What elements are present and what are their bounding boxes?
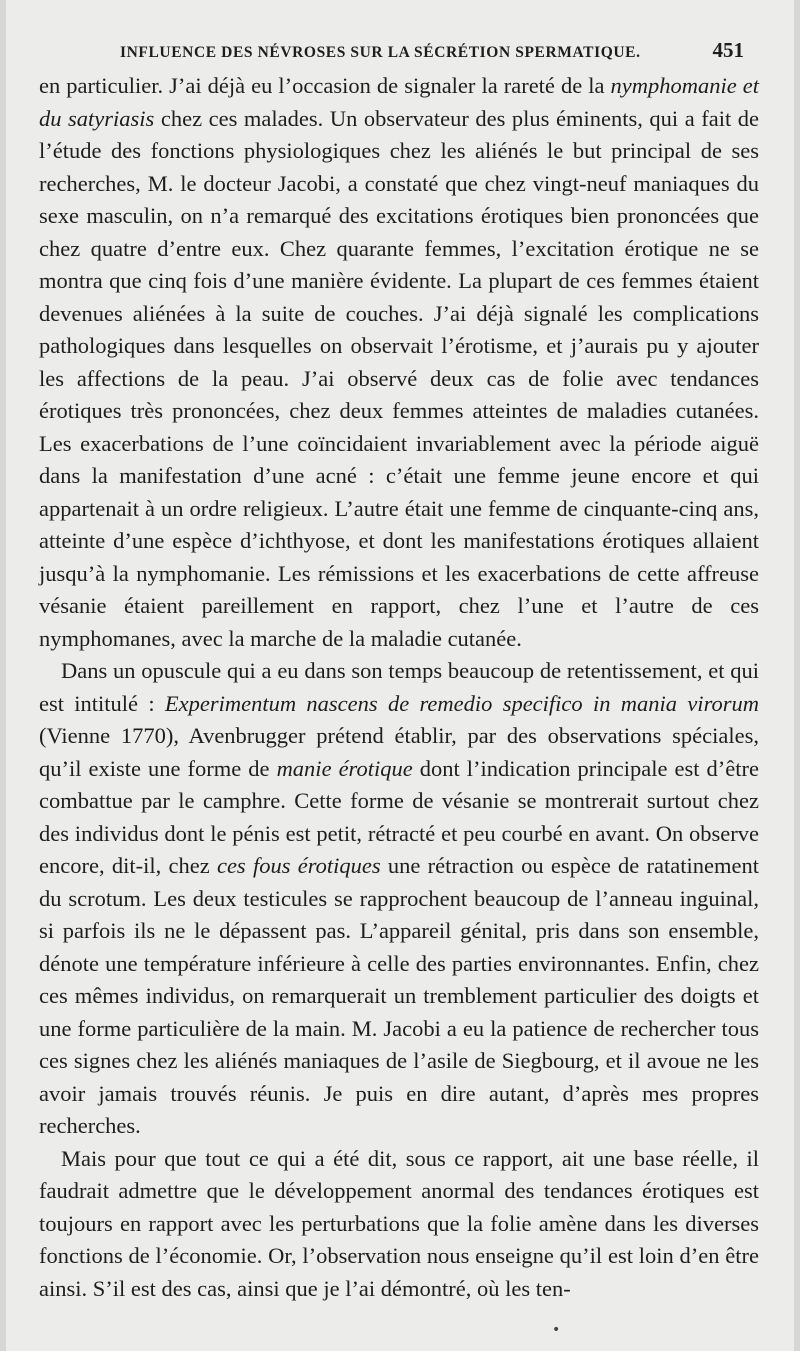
italic-span: ces fous érotiques [216,853,381,878]
italic-span: manie érotique [276,755,413,781]
italic-span: nymphomanie et du satyriasis [39,73,759,131]
text-span: (Vienne 1770), Avenbrugger prétend établir, par des observations spéciales, qu’il existe une forme de [39,723,759,781]
body-text [39,70,759,1305]
italic-span: Experimentum nascens de remedio specifico in mania virorum [164,690,759,716]
page-number: 451 [712,38,744,62]
book-page [6,0,794,1351]
text-span: chez ces malades. Un observateur des plus éminents, qui a fait de l’étude des fonctions physiologiques chez les aliénés le but principal de ses recherches, M. le docteur Jacobi, a constaté que chez vingt-neuf maniaques du sexe masculin, on n’a remarqué des excitations érotiques bien prononcées que chez quatre d’entre eux. Chez quarante femmes, l’excitation érotique ne se montra que cinq fois d’une manière évidente. La plupart de ces femmes étaient devenues aliénées à la suite de couches. J’ai déjà signalé les complications pathologiques dans lesquelles on observait l’érotisme, et j’aurais pu y ajouter les affections de la peau. J’ai observé deux cas de folie avec tendances érotiques très prononcées, chez deux femmes atteintes de maladies cutanées. Les exacerbations de l’une coïncidaient invariablement avec la période aiguë dans la manifestation d’une acné : c’était une femme jeune encore et qui appartenait à un ordre religieux. L’autre était une femme de cinquante-cinq ans, atteinte d’une espèce d’ichthyose, et dont les manifestations érotiques allaient jusqu’à la nymphomanie. Les rémissions et les exacerbations de cette affreuse vésanie étaient pareillement en rapport, chez l’une et l’autre de ces nymphomanes, avec la marche de la maladie cutanée. [39,105,759,651]
paragraph-1 [39,70,759,655]
text-span: Mais pour que tout ce qui a été dit, sous ce rapport, ait une base réelle, il faudrait admettre que le développement anormal des tendances érotiques est toujours en rapport avec les perturbations que la folie amène dans les diverses fonctions de l’économie. Or, l’observation nous enseigne qu’il est loin d’en être ainsi. S’il est des cas, ainsi que je l’ai démontré, où les ten- [39,1145,759,1301]
page-header [120,38,744,63]
paragraph-2 [39,655,759,1143]
running-title: INFLUENCE DES NÉVROSES SUR LA SÉCRÉTION SPERMATIQUE. [120,44,641,61]
text-span: en particulier. J’ai déjà eu l’occasion de signaler la rareté de la [39,73,611,98]
text-span: dont l’indication principale est d’être combattue par le camphre. Cette forme de vésanie se montrerait surtout chez des individus dont le pénis est petit, rétracté et peu courbé en avant. On observe encore, dit-il, chez [39,755,759,878]
footer-mark: • [552,1322,561,1338]
text-span: Dans un opuscule qui a eu dans son temps beaucoup de retentissement, et qui est intitulé : [39,658,759,716]
paragraph-3 [39,1143,759,1306]
text-span: une rétraction ou espèce de ratatinement du scrotum. Les deux testicules se rapprochent beaucoup de l’anneau inguinal, si parfois ils ne le dépassent pas. L’appareil génital, pris dans son ensemble, dénote une température inférieure à celle des parties environnantes. Enfin, chez ces mêmes individus, on remarquerait un tremblement particulier des doigts et une forme particulière de la main. M. Jacobi a eu la patience de rechercher tous ces signes chez les aliénés maniaques de l’asile de Siegbourg, et il avoue ne les avoir jamais trouvés réunis. Je puis en dire autant, d’après mes propres recherches. [39,853,760,1138]
